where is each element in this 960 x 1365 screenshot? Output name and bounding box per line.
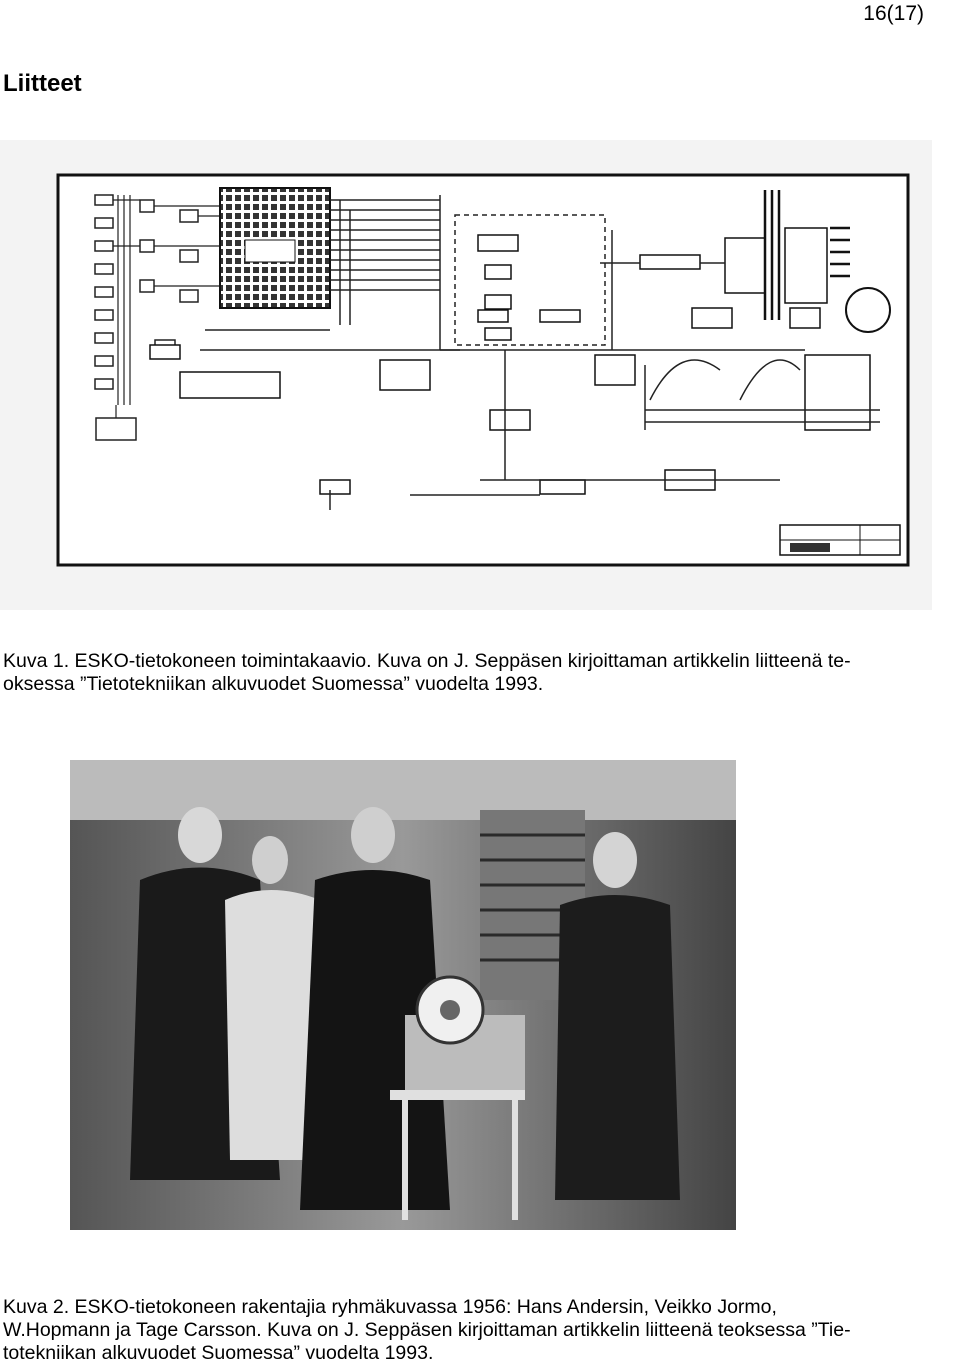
page-heading: Liitteet [3,70,82,97]
figure1-caption [3,650,953,696]
page-number: 16(17) [863,2,924,25]
group-photo-image [70,760,736,1230]
figure1-caption-line2: oksessa ”Tietotekniikan alkuvuodet Suomessa” vuodelta 1993. [3,673,544,695]
figure2-caption-line2: W.Hopmann ja Tage Carsson. Kuva on J. Seppäsen kirjoittaman artikkelin liitteenä teoksessa ”Tie- [3,1319,851,1341]
figure2-caption [3,1296,953,1365]
figure2-caption-line3: totekniikan alkuvuodet Suomessa” vuodelta 1993. [3,1342,434,1364]
figure2-caption-line1: Kuva 2. ESKO-tietokoneen rakentajia ryhmäkuvassa 1956: Hans Andersin, Veikko Jormo, [3,1296,777,1318]
esko-schematic-image [0,140,932,610]
figure1-caption-line1: Kuva 1. ESKO-tietokoneen toimintakaavio. Kuva on J. Seppäsen kirjoittaman artikkelin liitteenä te- [3,650,851,672]
